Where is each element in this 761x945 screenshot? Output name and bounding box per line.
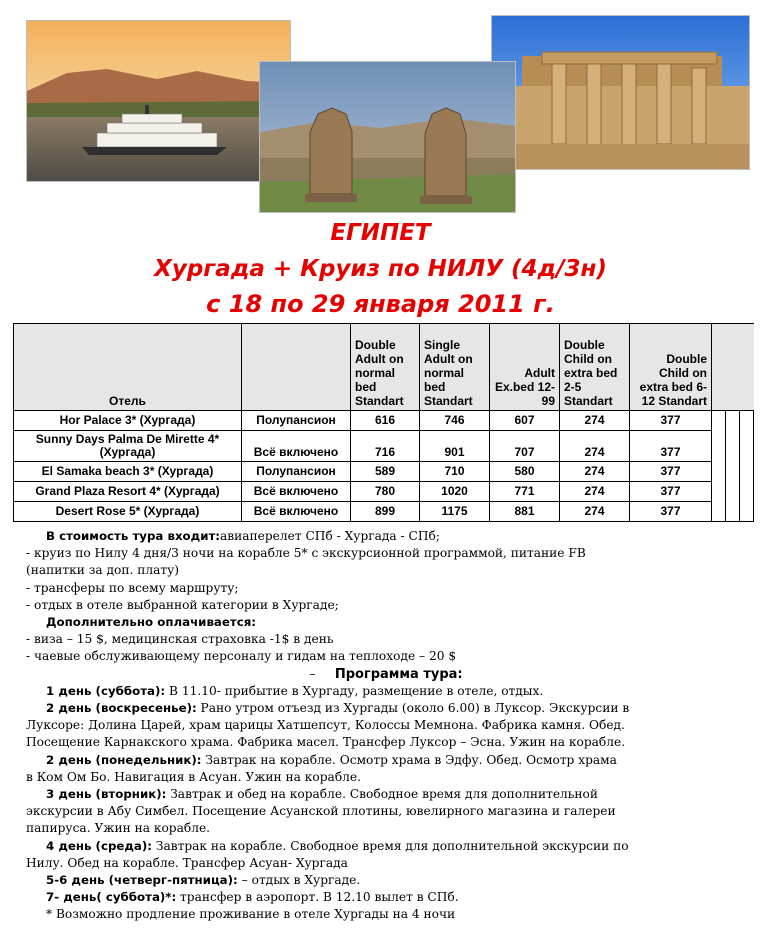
nile-cruise-photo xyxy=(26,20,291,182)
table-row xyxy=(14,482,754,502)
col-adult-exbed: Adult Ex.bed 12-99 xyxy=(490,324,560,411)
hotel-name: Desert Rose 5* (Хургада) xyxy=(14,502,242,522)
price-cell: 377 xyxy=(630,482,712,502)
price-cell: 1020 xyxy=(420,482,490,502)
table-header-row xyxy=(14,324,754,411)
price-cell: 616 xyxy=(351,411,420,431)
tour-description: В стоимость тура входит:авиаперелет СПб - Хургада - СПб; - круиз по Нилу 4 дня/3 ночи на корабле 5* с экскурсионной программой, питание FB (напитки за доп. плату) - трансферы по всему маршруту; - отдых в отеле выбранной категории в Хургаде; Дополнительно оплачивается: - виза – 15 $, медицинская страховка -1$ в день - чаевые обслуживающему персоналу и гидам на теплоходе – 20 $ – Программа тура: 1 день (суббота): В 11.10- прибытие в Хургаду, размещение в отеле, отдых. 2 день (воскресенье): Рано утром отъезд из Хургады (около 6.00) в Луксор. Экскурсии в Луксоре: Долина Царей, храм царицы Хатшепсут, Колоссы Мемнона. Фабрика камня. Обед. Посещение Карнакского храма. Фабрика масел. Трансфер Луксор – Эсна. Ужин на корабле. 2 день (понедельник): Завтрак на корабле. Осмотр храма в Эдфу. Обед. Осмотр храма в Ком Ом Бо. Навигация в Асуан. Ужин на корабле. 3 день (вторник): Завтрак и обед на корабле. Свободное время для дополнительной экскурсии в Абу Симбел. Посещение Асуанской плотины, ювелирного магазина и галереи папируса. Ужин на корабле. 4 день (среда): Завтрак на корабле. Свободное время для дополнительной экскурсии по Нилу. Обед на корабле. Трансфер Асуан- Хургада 5-6 день (четверг-пятница): – отдых в Хургаде. 7- день( суббота)*: трансфер в аэропорт. В 12.10 вылет в СПб. * Возможно продление проживание в отеле Хургады на 4 ночи xyxy=(26,528,746,924)
included-item: - трансферы по всему маршруту; xyxy=(26,580,239,595)
price-cell: 274 xyxy=(560,431,630,462)
price-cell: 274 xyxy=(560,462,630,482)
price-cell: 580 xyxy=(490,462,560,482)
price-cell: 1175 xyxy=(420,502,490,522)
program-title: Программа тура: xyxy=(334,666,463,682)
price-cell: 881 xyxy=(490,502,560,522)
board-type: Полупансион xyxy=(242,462,351,482)
col-double-adult: Double Adult on normal bed Standart xyxy=(351,324,420,411)
price-cell: 899 xyxy=(351,502,420,522)
price-cell: 716 xyxy=(351,431,420,462)
country-title: ЕГИПЕТ xyxy=(330,220,431,246)
extra-item: - чаевые обслуживающему персоналу и гидам на теплоходе – 20 $ xyxy=(26,649,457,664)
col-hotel: Отель xyxy=(14,324,242,411)
extra-item: - виза – 15 $, медицинская страховка -1$ в день xyxy=(26,632,334,647)
extension-note: * Возможно продление проживание в отеле Хургады на 4 ночи xyxy=(46,907,456,922)
hotel-name: Grand Plaza Resort 4* (Хургада) xyxy=(14,482,242,502)
table-row xyxy=(14,462,754,482)
included-line: В стоимость тура входит:авиаперелет СПб - Хургада - СПб; xyxy=(46,529,440,543)
price-cell: 589 xyxy=(351,462,420,482)
program-heading: – Программа тура: xyxy=(309,666,463,682)
colossi-of-memnon-photo xyxy=(259,61,516,213)
price-cell: 746 xyxy=(420,411,490,431)
included-item: - круиз по Нилу 4 дня/3 ночи на корабле 5* с экскурсионной программой, питание FB xyxy=(26,546,586,561)
day-7: 7- день( суббота)*: трансфер в аэропорт. В 12.10 вылет в СПб. xyxy=(46,890,459,905)
day-4: 4 день (среда): Завтрак на корабле. Свободное время для дополнительной экскурсии по xyxy=(46,838,629,853)
price-cell: 274 xyxy=(560,502,630,522)
tour-dates: с 18 по 29 января 2011 г. xyxy=(206,290,555,318)
board-type: Всё включено xyxy=(242,482,351,502)
price-cell: 377 xyxy=(630,431,712,462)
extra-label-line xyxy=(26,614,746,631)
price-cell: 771 xyxy=(490,482,560,502)
day-5-6: 5-6 день (четверг-пятница): – отдых в Хургаде. xyxy=(46,873,361,888)
table-row xyxy=(14,431,754,462)
tour-title: Хургада + Круиз по НИЛУ (4д/3н) xyxy=(154,256,607,282)
day-1: 1 день (суббота): В 11.10- прибытие в Хургаду, размещение в отеле, отдых. xyxy=(46,683,544,698)
day-2b: 2 день (понедельник): Завтрак на корабле. Осмотр храма в Эдфу. Обед. Осмотр храма xyxy=(46,752,617,767)
col-single-adult: Single Adult on normal bed Standart xyxy=(420,324,490,411)
price-cell: 707 xyxy=(490,431,560,462)
day-2: 2 день (воскресенье): Рано утром отъезд из Хургады (около 6.00) в Луксор. Экскурсии в xyxy=(46,701,630,716)
included-label: В стоимость тура входит: xyxy=(46,529,221,543)
price-cell: 710 xyxy=(420,462,490,482)
board-type: Всё включено xyxy=(242,502,351,522)
day-3: 3 день (вторник): Завтрак и обед на корабле. Свободное время для дополнительной xyxy=(46,787,599,802)
price-cell: 377 xyxy=(630,502,712,522)
extra-label: Дополнительно оплачивается: xyxy=(46,615,256,630)
kom-ombo-temple-photo xyxy=(491,15,750,170)
header-filler xyxy=(712,324,754,411)
price-cell: 377 xyxy=(630,411,712,431)
price-cell: 377 xyxy=(630,462,712,482)
table-row xyxy=(14,502,754,522)
included-item: - отдых в отеле выбранной категории в Хургаде; xyxy=(26,597,339,612)
price-cell: 901 xyxy=(420,431,490,462)
price-cell: 274 xyxy=(560,482,630,502)
hotel-name: El Samaka beach 3* (Хургада) xyxy=(14,462,242,482)
price-table xyxy=(13,323,754,522)
col-board xyxy=(242,324,351,411)
board-type: Всё включено xyxy=(242,431,351,462)
col-child-2-5: Double Child on extra bed 2-5 Standart xyxy=(560,324,630,411)
price-cell: 780 xyxy=(351,482,420,502)
price-cell: 607 xyxy=(490,411,560,431)
price-cell: 274 xyxy=(560,411,630,431)
table-row xyxy=(14,411,754,431)
board-type: Полупансион xyxy=(242,411,351,431)
hotel-name: Hor Palace 3* (Хургада) xyxy=(14,411,242,431)
hotel-name: Sunny Days Palma De Mirette 4* (Хургада) xyxy=(14,431,242,462)
included-item: (напитки за доп. плату) xyxy=(26,563,180,578)
col-child-6-12: Double Child on extra bed 6-12 Standart xyxy=(630,324,712,411)
